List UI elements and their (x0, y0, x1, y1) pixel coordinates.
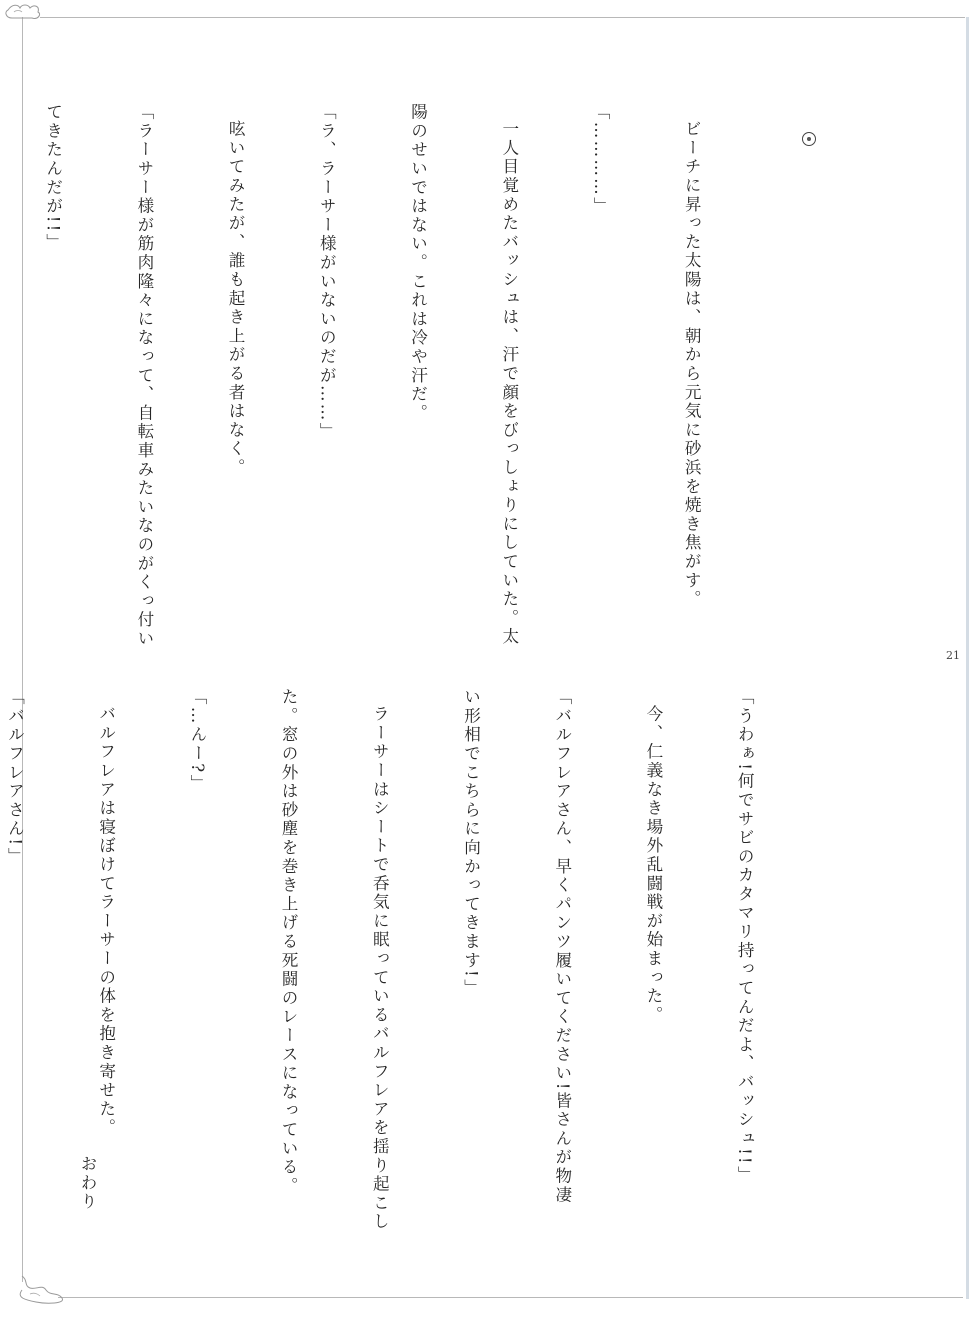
text-line: 「ラ、ラーサー様がいないのだが……」 (317, 103, 337, 442)
scene-divider-icon (802, 132, 816, 146)
text-line: 「バルフレアさん、早くパンツ履いてください!皆さんが物凄 (552, 688, 572, 1205)
text-line: ビーチに昇った太陽は、朝から元気に砂浜を焼き焦がす。 (682, 119, 702, 609)
lower-text-column (0, 688, 820, 1231)
ending-mark: おわり (78, 1155, 97, 1212)
text-line: ラーサーはシートで呑気に眠っているバルフレアを揺り起こし (370, 704, 390, 1231)
text-line: 「ラーサー様が筋肉隆々になって、自転車みたいなのがくっ付い (134, 103, 154, 649)
text-line: 呟いてみたが、誰も起き上がる者はなく。 (226, 119, 246, 477)
text-line: てきたんだが!!」 (43, 103, 63, 253)
text-line: 陽のせいではない。これは冷や汗だ。 (408, 103, 428, 423)
page-frame-bottom (58, 1297, 963, 1298)
text-line: 「バルフレアさん!」 (5, 688, 25, 867)
text-line: い形相でこちらに向かってきます!」 (461, 688, 481, 998)
text-line: バルフレアは寝ぼけてラーサーの体を抱き寄せた。 (96, 704, 116, 1137)
text-line: 今、仁義なき場外乱闘戦が始まった。 (643, 704, 663, 1025)
page-edge-right (966, 17, 969, 1299)
page-number: 21 (946, 649, 960, 662)
corner-ornament-top-icon (4, 2, 64, 30)
page-frame-top (40, 17, 965, 18)
text-line: 「うわぁ!何でサビのカタマリ持ってんだよ、バッシュ!!」 (735, 688, 755, 1185)
text-line: た。窓の外は砂塵を巻き上げる死闘のレースになっている。 (279, 688, 299, 1196)
corner-ornament-bottom-icon (6, 1270, 76, 1306)
text-line: 一人目覚めたバッシュは、汗で顔をびっしょりにしていた。太 (499, 119, 519, 646)
text-line: 「…………」 (590, 103, 610, 216)
text-line: 「…んー?」 (187, 688, 207, 794)
upper-text-column (0, 103, 767, 665)
